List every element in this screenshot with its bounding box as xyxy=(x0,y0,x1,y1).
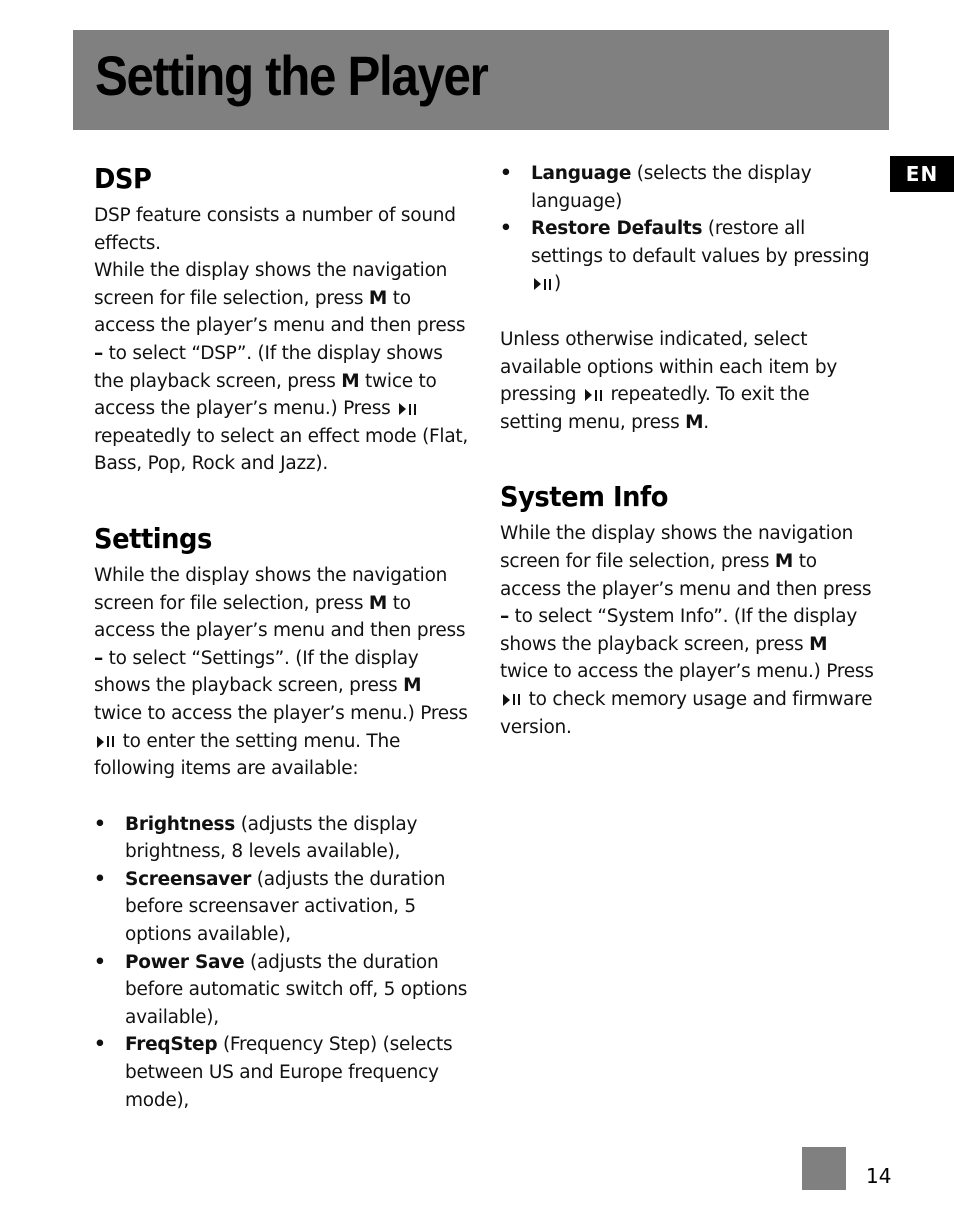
m-key: M xyxy=(368,287,388,309)
item-term: Language xyxy=(531,163,632,184)
settings-heading: Settings xyxy=(94,521,212,555)
minus-key: – xyxy=(500,606,509,628)
m-key: M xyxy=(403,675,422,697)
item-term: Brightness xyxy=(125,813,236,835)
list-item-language xyxy=(500,160,876,215)
text: to check memory usage and firmware version. xyxy=(500,688,873,738)
list-item-power-save xyxy=(94,949,470,1032)
play-pause-icon xyxy=(503,693,520,707)
text: twice to access the player’s menu.) Press xyxy=(94,370,437,420)
item-term: Restore Defaults xyxy=(531,218,703,240)
bullet: • xyxy=(94,813,106,835)
list-item-freqstep xyxy=(94,1031,470,1114)
text: repeatedly to select an effect mode (Flat, Bass, Pop, Rock and Jazz). xyxy=(94,425,469,475)
text: . xyxy=(703,411,709,433)
list-item-brightness xyxy=(94,811,470,866)
bullet: • xyxy=(94,868,106,890)
settings-note xyxy=(500,326,876,436)
text: Unless otherwise indicated, select available options within each item by pressing xyxy=(500,328,838,406)
item-desc: (adjusts the display brightness, 8 levels available), xyxy=(125,813,418,863)
minus-key: – xyxy=(94,647,103,669)
item-desc: (selects the display language) xyxy=(531,163,812,212)
text: While the display shows the navigation screen for file selection, press xyxy=(500,523,854,572)
item-term: Screensaver xyxy=(125,868,252,890)
text: to access the player’s menu and then press xyxy=(500,550,872,600)
list-item-screensaver xyxy=(94,866,470,949)
m-key: M xyxy=(685,411,704,433)
settings-list-continued xyxy=(500,160,876,298)
minus-key: – xyxy=(94,342,103,364)
text: to select “System Info”. (If the display shows the playback screen, press xyxy=(500,606,858,655)
item-desc: (adjusts the duration before screensaver activation, 5 options available), xyxy=(125,868,446,946)
page-number: 14 xyxy=(866,1164,892,1188)
item-term: FreqStep xyxy=(125,1034,218,1056)
dsp-instructions xyxy=(94,257,470,478)
text: While the display shows the navigation screen for file selection, press xyxy=(94,564,448,614)
title-bar xyxy=(73,30,889,130)
page-marker-box xyxy=(802,1147,846,1190)
text: repeatedly. To exit the setting menu, press xyxy=(500,384,810,433)
page-title: Setting the Player xyxy=(95,44,488,107)
settings-instructions xyxy=(94,562,470,783)
text: to select “DSP”. (If the display shows the playback screen, press xyxy=(94,342,443,392)
right-column xyxy=(500,160,876,741)
bullet: • xyxy=(500,218,512,240)
text: to select “Settings”. (If the display shows the playback screen, press xyxy=(94,647,419,697)
bullet: • xyxy=(94,1034,106,1056)
item-desc: (Frequency Step) (selects between US and Europe frequency mode), xyxy=(125,1034,453,1111)
m-key: M xyxy=(809,633,828,655)
play-pause-icon xyxy=(534,277,551,291)
list-item-restore-defaults xyxy=(500,215,876,298)
bullet: • xyxy=(94,951,106,973)
item-term: Power Save xyxy=(125,951,245,973)
m-key: M xyxy=(774,550,794,572)
text: twice to access the player’s menu.) Press xyxy=(94,702,468,724)
dsp-heading: DSP xyxy=(94,162,152,195)
system-info-instructions xyxy=(500,520,876,741)
m-key: M xyxy=(368,592,388,614)
text: to access the player’s menu and then press xyxy=(94,287,466,337)
bullet: • xyxy=(500,163,512,184)
text: twice to access the player’s menu.) Press xyxy=(500,661,874,683)
system-info-heading: System Info xyxy=(500,480,669,514)
language-tab: EN xyxy=(890,156,954,192)
m-key: M xyxy=(341,370,360,392)
text: to enter the setting menu. The following items are available: xyxy=(94,730,401,780)
left-column xyxy=(94,160,470,1114)
settings-list xyxy=(94,811,470,1115)
item-desc: (restore all settings to default values by pressing xyxy=(531,218,870,267)
play-pause-icon xyxy=(585,388,602,402)
text: While the display shows the navigation screen for file selection, press xyxy=(94,260,448,309)
text: to access the player’s menu and then press xyxy=(94,592,466,642)
item-desc-end: ) xyxy=(554,273,561,295)
item-desc: (adjusts the duration before automatic switch off, 5 options available), xyxy=(125,951,468,1028)
play-pause-icon xyxy=(97,735,114,749)
dsp-intro: DSP feature consists a number of sound effects. xyxy=(94,205,456,254)
play-pause-icon xyxy=(399,402,416,416)
